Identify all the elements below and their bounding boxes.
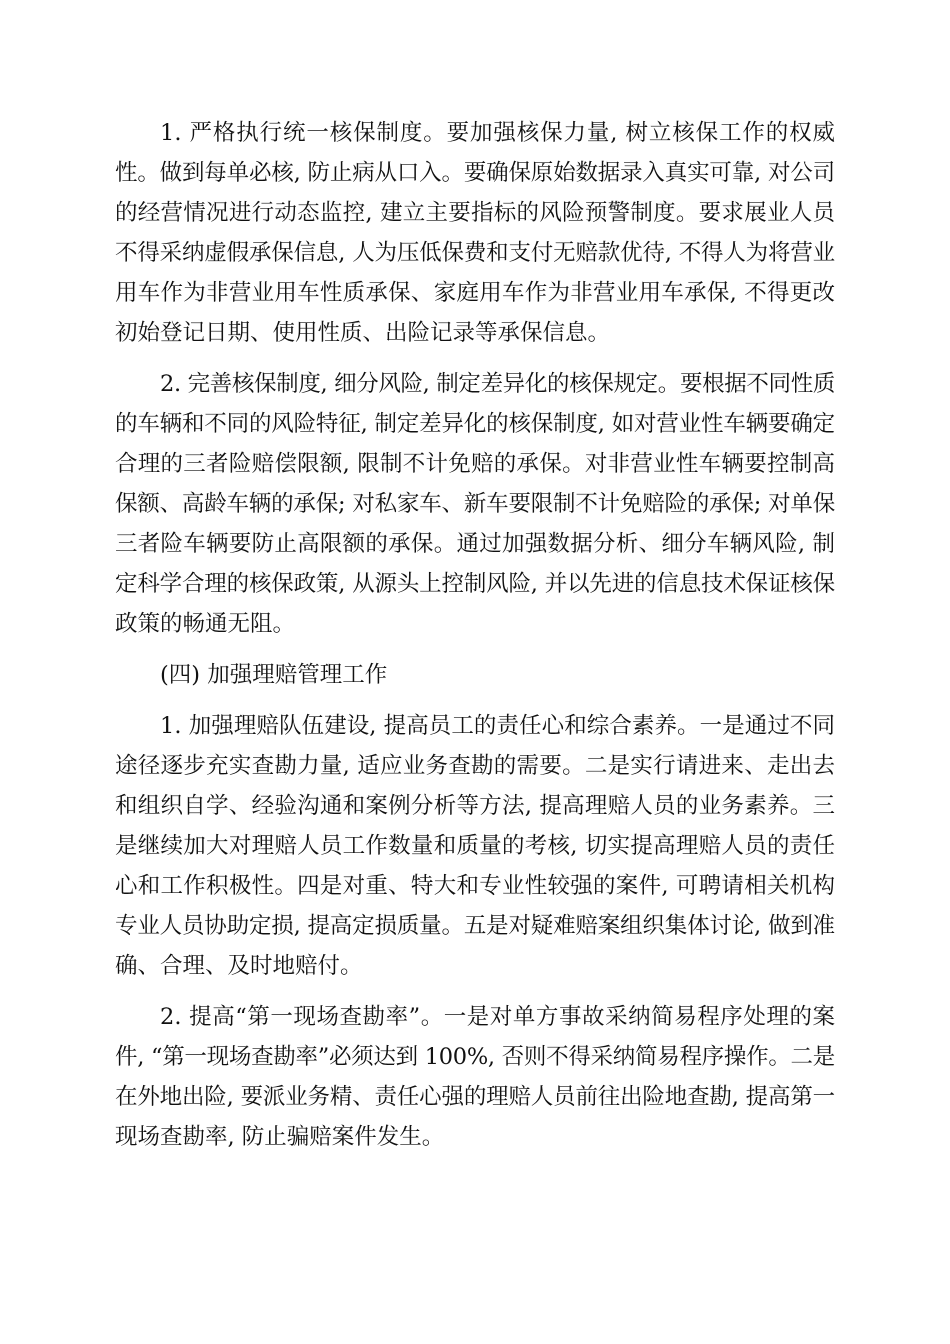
text-line: 心和工作积极性。四是对重、特大和专业性较强的案件, 可聘请相关机构 [115,873,835,899]
text-line: 初始登记日期、使用性质、出险记录等承保信息。 [115,320,611,346]
text-line: 是继续加大对理赔人员工作数量和质量的考核, 切实提高理赔人员的责任 [115,833,835,859]
text-line: 合理的三者险赔偿限额, 限制不计免赔的承保。对非营业性车辆要控制高 [115,451,835,477]
text-line: 保额、高龄车辆的承保; 对私家车、新车要限制不计免赔险的承保; 对单保 [115,491,835,517]
text-line: 用车作为非营业用车性质承保、家庭用车作为非营业用车承保, 不得更改 [115,280,835,306]
paragraph-strict-underwriting [115,113,835,353]
text-line: 2. 完善核保制度, 细分风险, 制定差异化的核保规定。要根据不同性质 [160,371,835,397]
text-line: 定科学合理的核保政策, 从源头上控制风险, 并以先进的信息技术保证核保 [115,571,835,597]
text-line: 专业人员协助定损, 提高定损质量。五是对疑难赔案组织集体讨论, 做到准 [115,913,835,939]
text-line: 1. 严格执行统一核保制度。要加强核保力量, 树立核保工作的权威 [160,120,835,146]
text-line: 途径逐步充实查勘力量, 适应业务查勘的需要。二是实行请进来、走出去 [115,753,835,779]
text-line: 性。做到每单必核, 防止病从口入。要确保原始数据录入真实可靠, 对公司 [115,160,835,186]
text-line: 件, “第一现场查勘率”必须达到 100%, 否则不得采纳简易程序操作。二是 [115,1044,835,1070]
text-line: 在外地出险, 要派业务精、责任心强的理赔人员前往出险地查勘, 提高第一 [115,1084,835,1110]
text-line: 现场查勘率, 防止骗赔案件发生。 [115,1124,445,1150]
text-line: 2. 提高“第一现场查勘率”。一是对单方事故采纳简易程序处理的案 [160,1004,835,1030]
paragraph-claims-team [115,706,835,986]
text-line: 的经营情况进行动态监控, 建立主要指标的风险预警制度。要求展业人员 [115,200,835,226]
text-line: 和组织自学、经验沟通和案例分析等方法, 提高理赔人员的业务素养。三 [115,793,835,819]
text-line: 1. 加强理赔队伍建设, 提高员工的责任心和综合素养。一是通过不同 [160,713,835,739]
text-line: 不得采纳虚假承保信息, 人为压低保费和支付无赔款优待, 不得人为将营业 [115,240,835,266]
text-line: 的车辆和不同的风险特征, 制定差异化的核保制度, 如对营业性车辆要确定 [115,411,835,437]
section-heading [115,655,835,695]
text-line: 确、合理、及时地赔付。 [115,953,363,979]
document-page [115,113,835,1157]
text-line: 三者险车辆要防止高限额的承保。通过加强数据分析、细分车辆风险, 制 [115,531,835,557]
paragraph-first-scene-survey [115,997,835,1157]
text-line: 政策的畅通无阻。 [115,611,296,637]
section-heading-text: (四) 加强理赔管理工作 [160,662,388,688]
paragraph-improve-underwriting [115,364,835,644]
